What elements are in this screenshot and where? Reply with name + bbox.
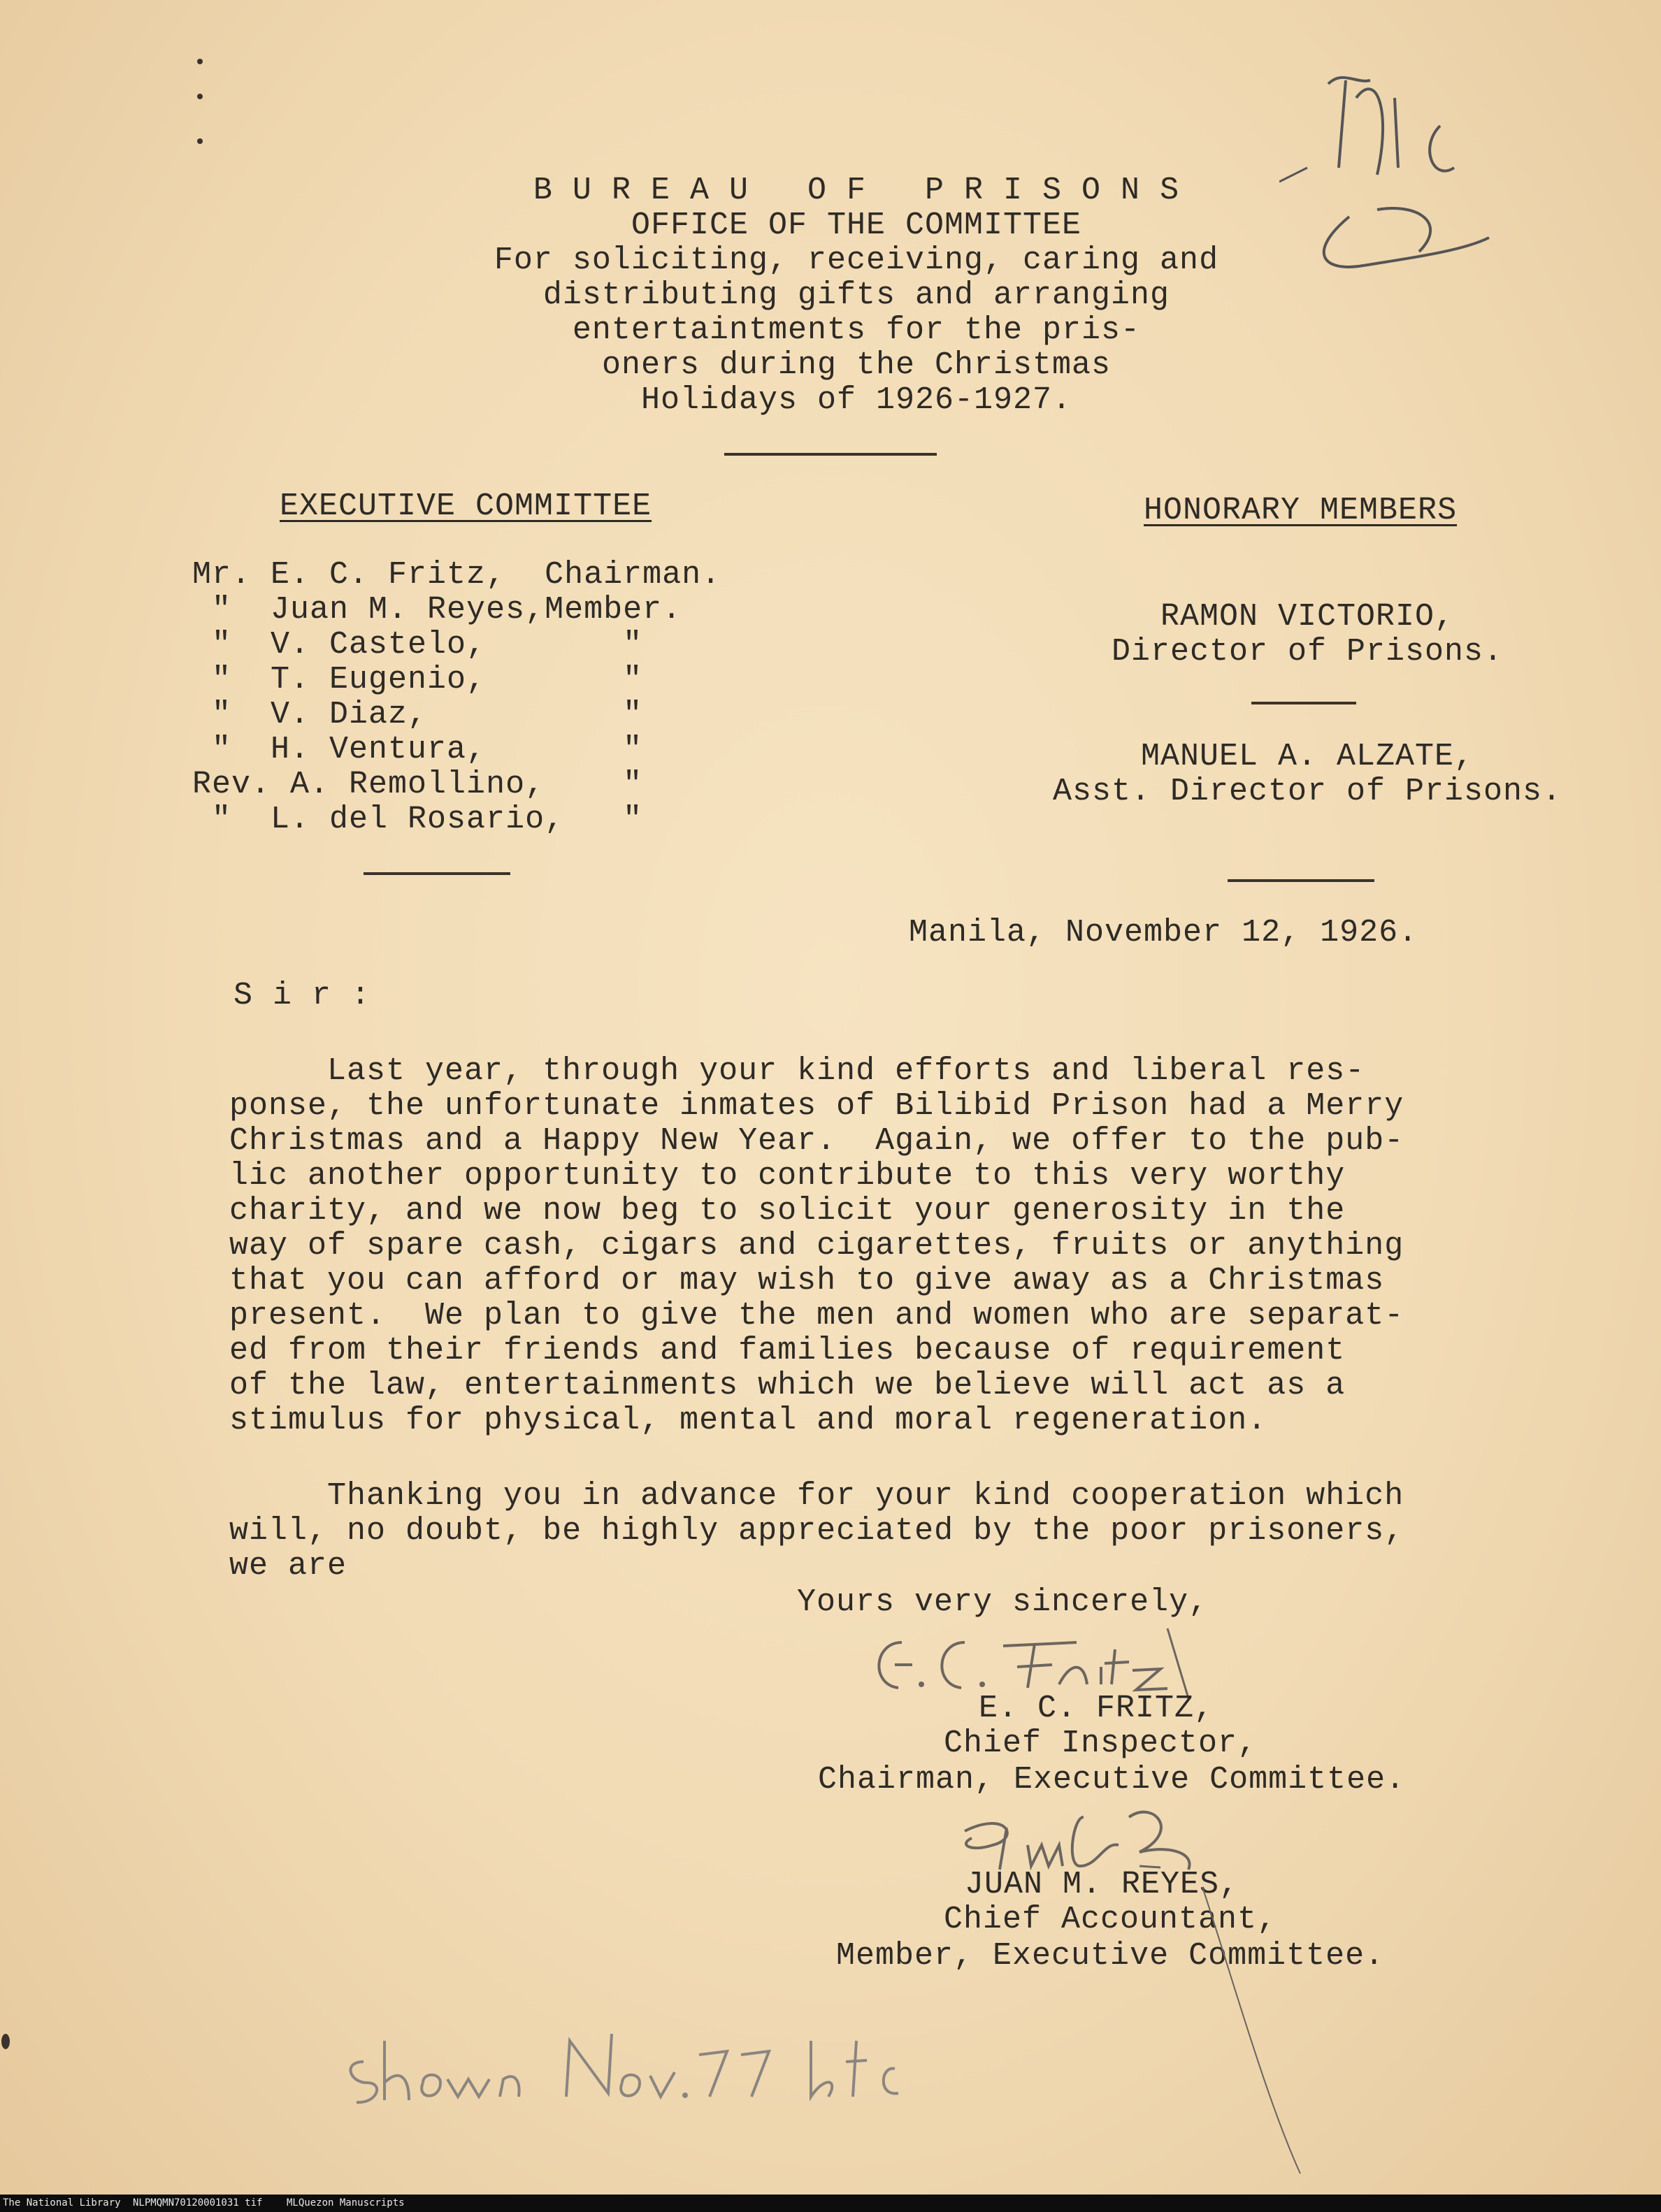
body-line: Thanking you in advance for your kind cooperation which — [229, 1478, 1404, 1514]
signatory-name: E. C. FRITZ, — [979, 1691, 1214, 1726]
punch-mark — [197, 94, 203, 99]
body-line: Last year, through your kind efforts and liberal res- — [229, 1053, 1365, 1089]
body-line: way of spare cash, cigars and cigarettes, fruits or anything — [229, 1228, 1404, 1264]
signatory-name: JUAN M. REYES, — [965, 1867, 1239, 1902]
body-line: lic another opportunity to contribute to this very worthy — [229, 1158, 1346, 1194]
honorary-member-title: Asst. Director of Prisons. — [1052, 774, 1562, 809]
body-line: of the law, entertainments which we believe will act as a — [229, 1368, 1346, 1403]
honorary-members-heading: HONORARY MEMBERS — [1144, 493, 1458, 528]
footer-file-id: NLPMQMN70120001031 tif — [133, 2197, 263, 2209]
committee-member: Mr. E. C. Fritz, Chairman. — [192, 557, 721, 593]
committee-member: " T. Eugenio, " — [192, 662, 643, 697]
body-line: ed from their friends and families because of requirement — [229, 1333, 1346, 1368]
signatory-title: Chief Accountant, — [944, 1902, 1277, 1937]
divider-rule — [724, 453, 937, 456]
signatory-role: Member, Executive Committee. — [836, 1938, 1385, 1974]
committee-member: Rev. A. Remollino, " — [192, 767, 643, 802]
committee-member: " Juan M. Reyes,Member. — [192, 592, 682, 628]
letterhead-purpose-line: For soliciting, receiving, caring and — [494, 243, 1219, 278]
footer-collection: MLQuezon Manuscripts — [287, 2197, 405, 2209]
letterhead-bureau: B U R E A U O F P R I S O N S — [533, 173, 1180, 208]
body-line: stimulus for physical, mental and moral regeneration. — [229, 1403, 1267, 1438]
letterhead-purpose-line: Holidays of 1926-1927. — [640, 382, 1072, 418]
letterhead-purpose-line: oners during the Christmas — [601, 347, 1112, 383]
body-line: ponse, the unfortunate inmates of Bilibid Prison had a Merry — [229, 1088, 1404, 1124]
punch-mark — [197, 59, 203, 64]
executive-committee-heading: EXECUTIVE COMMITTEE — [280, 489, 652, 524]
body-line: Christmas and a Happy New Year. Again, we offer to the pub- — [229, 1123, 1404, 1159]
honorary-member-title: Director of Prisons. — [1111, 634, 1504, 670]
handwritten-note — [336, 2013, 923, 2111]
divider-rule — [364, 872, 510, 875]
closing: Yours very sincerely, — [797, 1584, 1209, 1620]
punch-mark — [1, 2034, 10, 2049]
divider-rule — [1251, 702, 1356, 704]
date-line: Manila, November 12, 1926. — [909, 915, 1418, 950]
signatory-title: Chief Inspector, — [944, 1726, 1258, 1761]
divider-rule — [1228, 879, 1374, 882]
committee-member: " V. Diaz, " — [192, 697, 643, 732]
body-line: charity, and we now beg to solicit your generosity in the — [229, 1193, 1346, 1229]
committee-member: " V. Castelo, " — [192, 627, 643, 663]
body-line: will, no doubt, be highly appreciated by the poor prisoners, — [229, 1513, 1404, 1549]
body-line: present. We plan to give the men and women who are separat- — [229, 1298, 1404, 1333]
letterhead-purpose-line: entertaintments for the pris- — [572, 312, 1141, 348]
punch-mark — [197, 138, 203, 144]
honorary-member-name: RAMON VICTORIO, — [1160, 599, 1455, 635]
honorary-member-name: MANUEL A. ALZATE, — [1140, 739, 1474, 774]
handwritten-file-mark — [1279, 42, 1545, 280]
salutation: S i r : — [233, 978, 371, 1013]
signatory-role: Chairman, Executive Committee. — [818, 1762, 1406, 1798]
archive-footer — [0, 2195, 1661, 2212]
body-line: we are — [229, 1548, 347, 1584]
committee-member: " L. del Rosario, " — [192, 802, 643, 837]
letterhead-purpose-line: distributing gifts and arranging — [542, 277, 1170, 313]
letterhead-office: OFFICE OF THE COMMITTEE — [631, 208, 1082, 243]
committee-member: " H. Ventura, " — [192, 732, 643, 767]
footer-library: The National Library — [3, 2197, 121, 2209]
body-line: that you can afford or may wish to give away as a Christmas — [229, 1263, 1385, 1299]
